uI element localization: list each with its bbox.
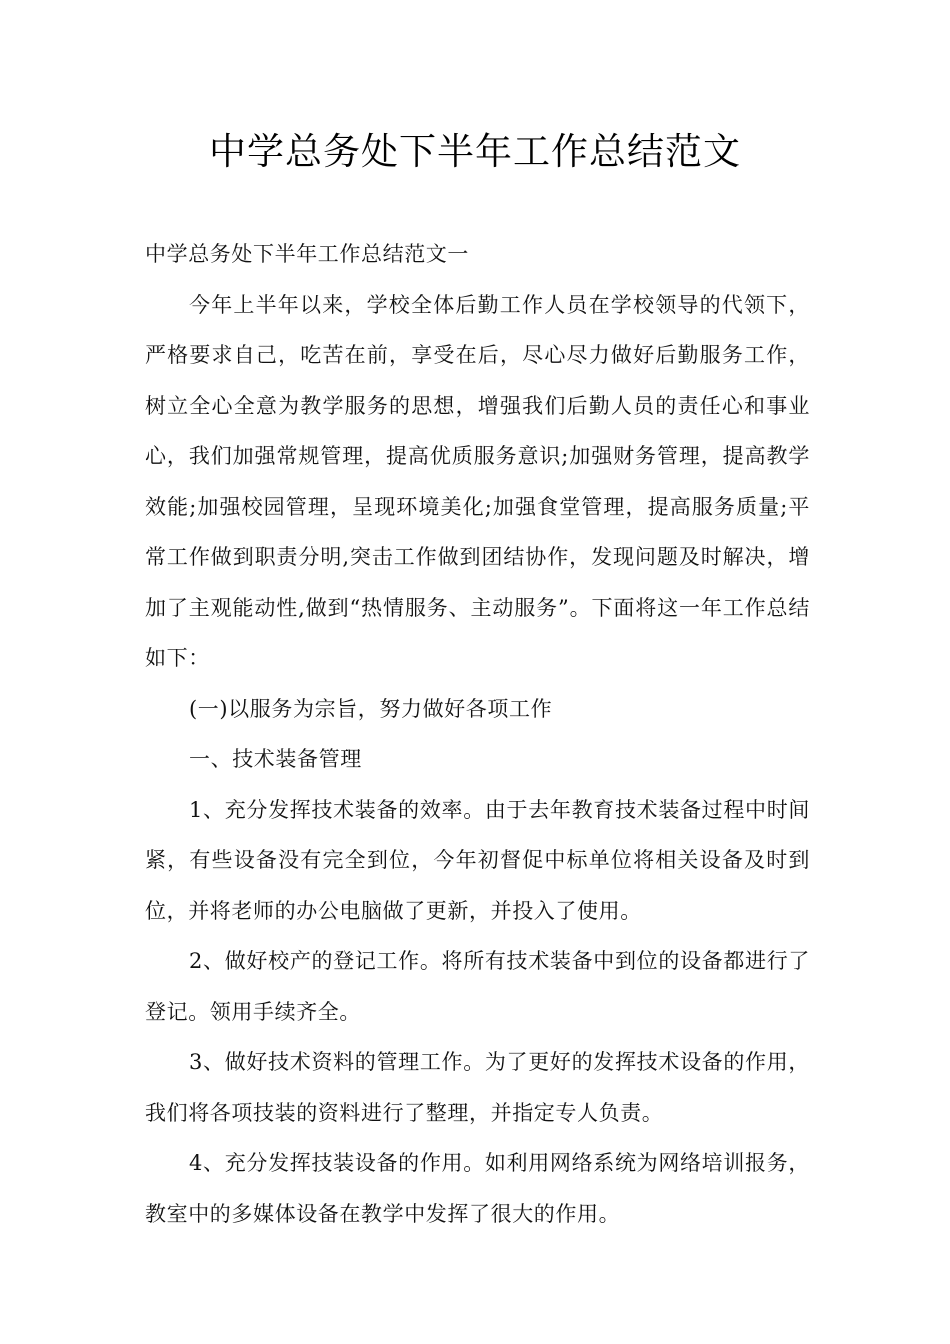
paragraph: 1、充分发挥技术装备的效率。由于去年教育技术装备过程中时间紧，有些设备没有完全到位，今年初督促中标单位将相关设备及时到位，并将老师的办公电脑做了更新，并投入了使用。 xyxy=(145,797,810,923)
document-body xyxy=(145,229,810,1239)
paragraph: 3、做好技术资料的管理工作。为了更好的发挥技术设备的作用，我们将各项技装的资料进行了整理，并指定专人负责。 xyxy=(145,1050,810,1125)
paragraph: (一)以服务为宗旨，努力做好各项工作 xyxy=(189,696,553,721)
paragraph: 今年上半年以来，学校全体后勤工作人员在学校领导的代领下，严格要求自己，吃苦在前，享受在后，尽心尽力做好后勤服务工作，树立全心全意为教学服务的思想，增强我们后勤人员的责任心和事业心，我们加强常规管理，提高优质服务意识;加强财务管理，提高教学效能;加强校园管理，呈现环境美化;加强食堂管理，提高服务质量;平常工作做到职责分明,突击工作做到团结协作，发现问题及时解决，增加了主观能动性,做到“热情服务、主动服务”。下面将这一年工作总结如下： xyxy=(145,292,810,670)
paragraph: 中学总务处下半年工作总结范文一 xyxy=(145,242,469,266)
paragraph: 4、充分发挥技装设备的作用。如利用网络系统为网络培训报务，教室中的多媒体设备在教学中发挥了很大的作用。 xyxy=(145,1151,810,1226)
paragraph: 一、技术装备管理 xyxy=(189,747,362,771)
paragraph: 2、做好校产的登记工作。将所有技术装备中到位的设备都进行了登记。领用手续齐全。 xyxy=(145,949,810,1024)
document-title: 中学总务处下半年工作总结范文 xyxy=(209,130,741,173)
